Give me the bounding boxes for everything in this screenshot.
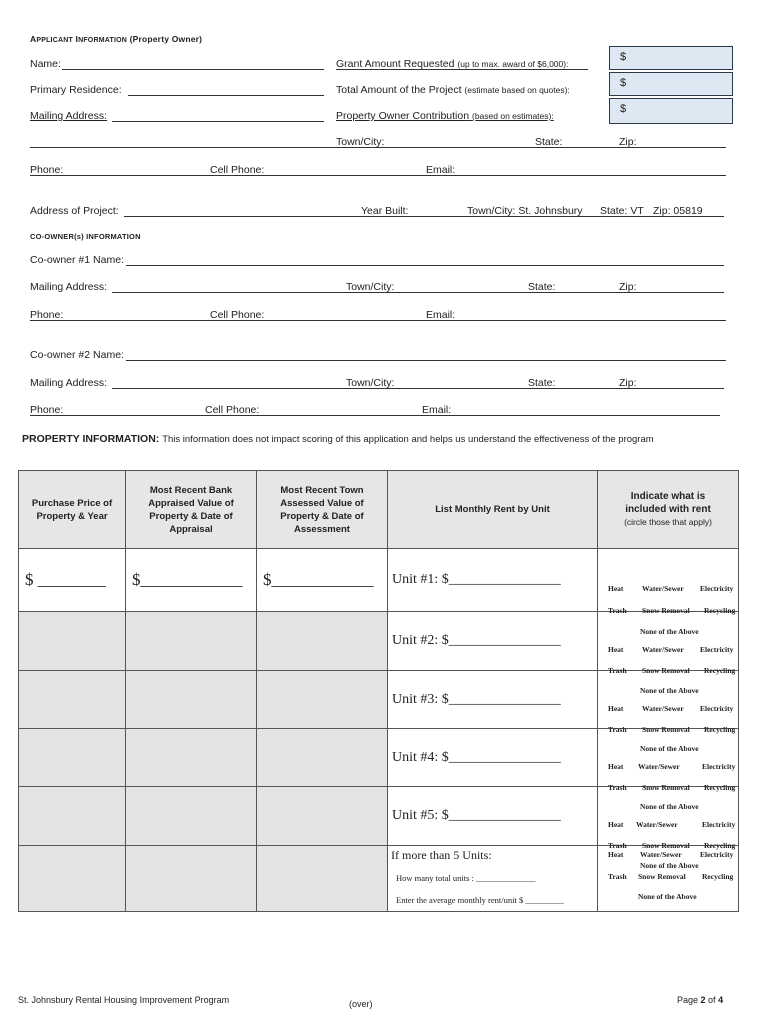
- purchase-price-cell: [19, 671, 126, 729]
- coowner2-name-label: Co-owner #2 Name:: [30, 349, 124, 361]
- util-water[interactable]: Water/Sewer: [642, 703, 684, 713]
- util-heat[interactable]: Heat: [608, 820, 624, 829]
- grant-underline: [336, 69, 588, 70]
- unit-1-utilities: [598, 549, 739, 636]
- table-row: [19, 549, 739, 612]
- town-label: Town/City:: [336, 136, 385, 148]
- coowner2-zip-label: Zip:: [619, 377, 637, 389]
- contribution-label: [336, 110, 554, 122]
- bank-value-cell: [126, 671, 257, 729]
- average-rent-field[interactable]: Enter the average monthly rent/unit $ _________: [396, 895, 564, 905]
- util-water[interactable]: Water/Sewer: [636, 820, 678, 829]
- coowner1-name-field[interactable]: [126, 265, 724, 266]
- name-label: Name:: [30, 58, 61, 70]
- util-trash[interactable]: Trash: [608, 724, 627, 734]
- footer-page-number: [677, 995, 723, 1005]
- property-subtitle: This information does not impact scoring of this application and helps us understand the effectiveness of the program: [162, 434, 654, 445]
- dollar-sign: $: [620, 51, 627, 63]
- util-heat[interactable]: Heat: [608, 761, 624, 771]
- unit-5-rent[interactable]: Unit #5: $________________: [388, 787, 598, 846]
- project-state: State: VT: [600, 205, 644, 217]
- util-water[interactable]: Water/Sewer: [642, 584, 684, 593]
- bank-value-cell: [126, 729, 257, 787]
- coowner1-name-label: Co-owner #1 Name:: [30, 254, 124, 266]
- purchase-price-cell: [19, 612, 126, 671]
- phone-label: Phone:: [30, 164, 64, 176]
- util-recycling[interactable]: Recycling: [704, 782, 736, 792]
- page-total: 4: [718, 995, 724, 1005]
- util-trash[interactable]: Trash: [608, 872, 627, 881]
- util-electricity[interactable]: Electricity: [700, 584, 734, 593]
- purchase-price-cell: [19, 729, 126, 787]
- table-header-row: [19, 471, 739, 549]
- util-none[interactable]: None of the Above: [640, 801, 699, 811]
- util-recycling[interactable]: Recycling: [704, 841, 736, 850]
- title-part: A: [30, 34, 37, 44]
- state-label: State:: [535, 136, 563, 148]
- util-snow[interactable]: Snow Removal: [642, 841, 690, 850]
- title-part: (Property Owner): [129, 34, 203, 44]
- total-text: Total Amount of the Project: [336, 84, 462, 96]
- email-label: Email:: [426, 164, 456, 176]
- header-bank-text: Most Recent Bank Appraised Value of Property & Date of Appraisal: [148, 484, 234, 535]
- header-included-note: (circle those that apply): [624, 517, 712, 527]
- page-prefix: Page: [677, 995, 701, 1005]
- unit-5-utilities: [598, 787, 739, 870]
- util-electricity[interactable]: Electricity: [702, 820, 736, 829]
- table-row: [19, 787, 739, 846]
- total-label: [336, 84, 570, 96]
- header-purchase: [19, 471, 126, 549]
- util-water[interactable]: Water/Sewer: [640, 850, 682, 859]
- header-town: [257, 471, 388, 549]
- phone-field[interactable]: [30, 175, 726, 176]
- header-purchase-text: Purchase Price of Property & Year: [31, 497, 113, 522]
- town-value-cell: [257, 787, 388, 846]
- unit-3-rent[interactable]: Unit #3: $________________: [388, 671, 598, 729]
- coowner2-email-label: Email:: [422, 404, 452, 416]
- title-part: I: [75, 34, 79, 44]
- mailing-address-label: Mailing Address:: [30, 110, 108, 122]
- util-recycling[interactable]: Recycling: [704, 606, 736, 615]
- util-recycling[interactable]: Recycling: [704, 724, 736, 734]
- grant-note: (up to max. award of $6,000):: [457, 59, 569, 69]
- more-units-utilities: [598, 846, 739, 912]
- purchase-price-cell: [19, 787, 126, 846]
- project-zip: Zip: 05819: [653, 205, 703, 217]
- unit-4-rent[interactable]: Unit #4: $________________: [388, 729, 598, 787]
- dollar-sign: $: [620, 103, 627, 115]
- town-value-cell: [257, 729, 388, 787]
- title-part: PPLICANT: [36, 37, 73, 44]
- mailing-address-line2[interactable]: [30, 147, 336, 148]
- util-none[interactable]: None of the Above: [640, 686, 699, 695]
- util-none[interactable]: None of the Above: [638, 892, 697, 901]
- util-electricity[interactable]: Electricity: [700, 850, 734, 859]
- total-amount-input[interactable]: [609, 72, 733, 96]
- coowner2-state-label: State:: [528, 377, 556, 389]
- dollar-sign: $: [620, 77, 627, 89]
- coowner2-name-field[interactable]: [126, 360, 726, 361]
- total-units-field[interactable]: How many total units : ______________: [396, 873, 536, 883]
- util-heat[interactable]: Heat: [608, 850, 624, 859]
- title-part: NFORMATION: [78, 37, 127, 44]
- header-bank: [126, 471, 257, 549]
- util-heat[interactable]: Heat: [608, 703, 624, 713]
- property-section-heading: [22, 433, 654, 445]
- util-electricity[interactable]: Electricity: [700, 703, 734, 713]
- header-town-text: Most Recent Town Assessed Value of Property & Date of Assessment: [280, 484, 364, 535]
- util-water[interactable]: Water/Sewer: [642, 645, 684, 654]
- util-trash[interactable]: Trash: [608, 841, 627, 850]
- property-table: [18, 470, 739, 912]
- year-built-label: Year Built:: [361, 205, 409, 217]
- town-field[interactable]: [336, 147, 726, 148]
- header-included: [598, 471, 739, 549]
- bank-value-cell: [126, 787, 257, 846]
- purchase-price-cell[interactable]: $ ________: [19, 549, 126, 612]
- util-trash[interactable]: Trash: [608, 782, 627, 792]
- town-value-cell: [257, 846, 388, 912]
- coowner1-state-label: State:: [528, 281, 556, 293]
- town-value-cell: [257, 612, 388, 671]
- page-current: 2: [700, 995, 706, 1005]
- project-town: Town/City: St. Johnsbury: [467, 205, 583, 217]
- coowner1-phone-label: Phone:: [30, 309, 64, 321]
- header-rent-text: List Monthly Rent by Unit: [435, 504, 550, 515]
- coowner2-phone-label: Phone:: [30, 404, 64, 416]
- util-heat[interactable]: Heat: [608, 584, 624, 593]
- util-trash[interactable]: Trash: [608, 666, 627, 675]
- more-units-label: If more than 5 Units:: [391, 848, 492, 862]
- applicant-section-title: [30, 34, 202, 44]
- zip-label: Zip:: [619, 136, 637, 148]
- util-snow[interactable]: Snow Removal: [642, 724, 690, 734]
- town-value-cell: [257, 671, 388, 729]
- primary-residence-field[interactable]: [128, 95, 324, 96]
- bank-value-cell: [126, 846, 257, 912]
- unit-2-utilities: [598, 612, 739, 695]
- page-mid: of: [705, 995, 719, 1005]
- unit-4-utilities: [598, 729, 739, 811]
- coowner1-mailing-label: Mailing Address:: [30, 281, 108, 293]
- primary-residence-label: Primary Residence:: [30, 84, 122, 96]
- coowner1-cell-label: Cell Phone:: [210, 309, 265, 321]
- coowner1-email-label: Email:: [426, 309, 456, 321]
- util-snow[interactable]: Snow Removal: [642, 782, 690, 792]
- total-note: (estimate based on quotes):: [464, 85, 570, 95]
- purchase-price-cell: [19, 846, 126, 912]
- contribution-input[interactable]: [609, 98, 733, 124]
- table-row: [19, 846, 739, 912]
- util-trash[interactable]: Trash: [608, 606, 627, 615]
- util-recycling[interactable]: Recycling: [702, 872, 734, 881]
- town-value-cell[interactable]: $____________: [257, 549, 388, 612]
- util-electricity[interactable]: Electricity: [700, 645, 734, 654]
- util-water[interactable]: Water/Sewer: [638, 761, 680, 771]
- util-none[interactable]: None of the Above: [640, 743, 699, 753]
- coowner1-town-label: Town/City:: [346, 281, 395, 293]
- grant-text: Grant Amount Requested: [336, 58, 455, 70]
- util-electricity[interactable]: Electricity: [702, 761, 736, 771]
- coowner1-zip-label: Zip:: [619, 281, 637, 293]
- util-snow[interactable]: Snow Removal: [642, 606, 690, 615]
- util-none[interactable]: None of the Above: [640, 627, 699, 636]
- table-row: [19, 671, 739, 729]
- unit-3-utilities: [598, 671, 739, 753]
- grant-amount-input[interactable]: [609, 46, 733, 70]
- contribution-note: (based on estimates):: [471, 111, 554, 121]
- coowner-section-title: CO-OWNER(s) INFORMATION: [30, 232, 141, 241]
- cell-phone-label: Cell Phone:: [210, 164, 265, 176]
- unit-1-rent[interactable]: Unit #1: $________________: [388, 549, 598, 612]
- util-none[interactable]: None of the Above: [640, 861, 699, 870]
- header-included-text: Indicate what is included with rent: [625, 491, 711, 515]
- util-heat[interactable]: Heat: [608, 645, 624, 654]
- more-units-cell: [388, 846, 598, 912]
- coowner2-town-label: Town/City:: [346, 377, 395, 389]
- bank-value-cell[interactable]: $____________: [126, 549, 257, 612]
- project-address-label: Address of Project:: [30, 205, 119, 217]
- property-title: PROPERTY INFORMATION:: [22, 433, 160, 445]
- footer-program-name: St. Johnsbury Rental Housing Improvement Program: [18, 995, 230, 1005]
- coowner2-mailing-label: Mailing Address:: [30, 377, 108, 389]
- util-snow[interactable]: Snow Removal: [642, 666, 690, 675]
- util-snow[interactable]: Snow Removal: [638, 872, 686, 881]
- table-row: [19, 729, 739, 787]
- util-recycling[interactable]: Recycling: [704, 666, 736, 675]
- footer-over: (over): [349, 999, 373, 1009]
- mailing-address-field[interactable]: [112, 121, 324, 122]
- coowner2-cell-label: Cell Phone:: [205, 404, 260, 416]
- coowner1-phone-field[interactable]: [30, 320, 726, 321]
- bank-value-cell: [126, 612, 257, 671]
- unit-2-rent[interactable]: Unit #2: $________________: [388, 612, 598, 671]
- header-rent: [388, 471, 598, 549]
- coowner2-phone-field[interactable]: [30, 415, 720, 416]
- name-field[interactable]: [62, 69, 324, 70]
- contribution-text: Property Owner Contribution: [336, 110, 470, 122]
- table-row: [19, 612, 739, 671]
